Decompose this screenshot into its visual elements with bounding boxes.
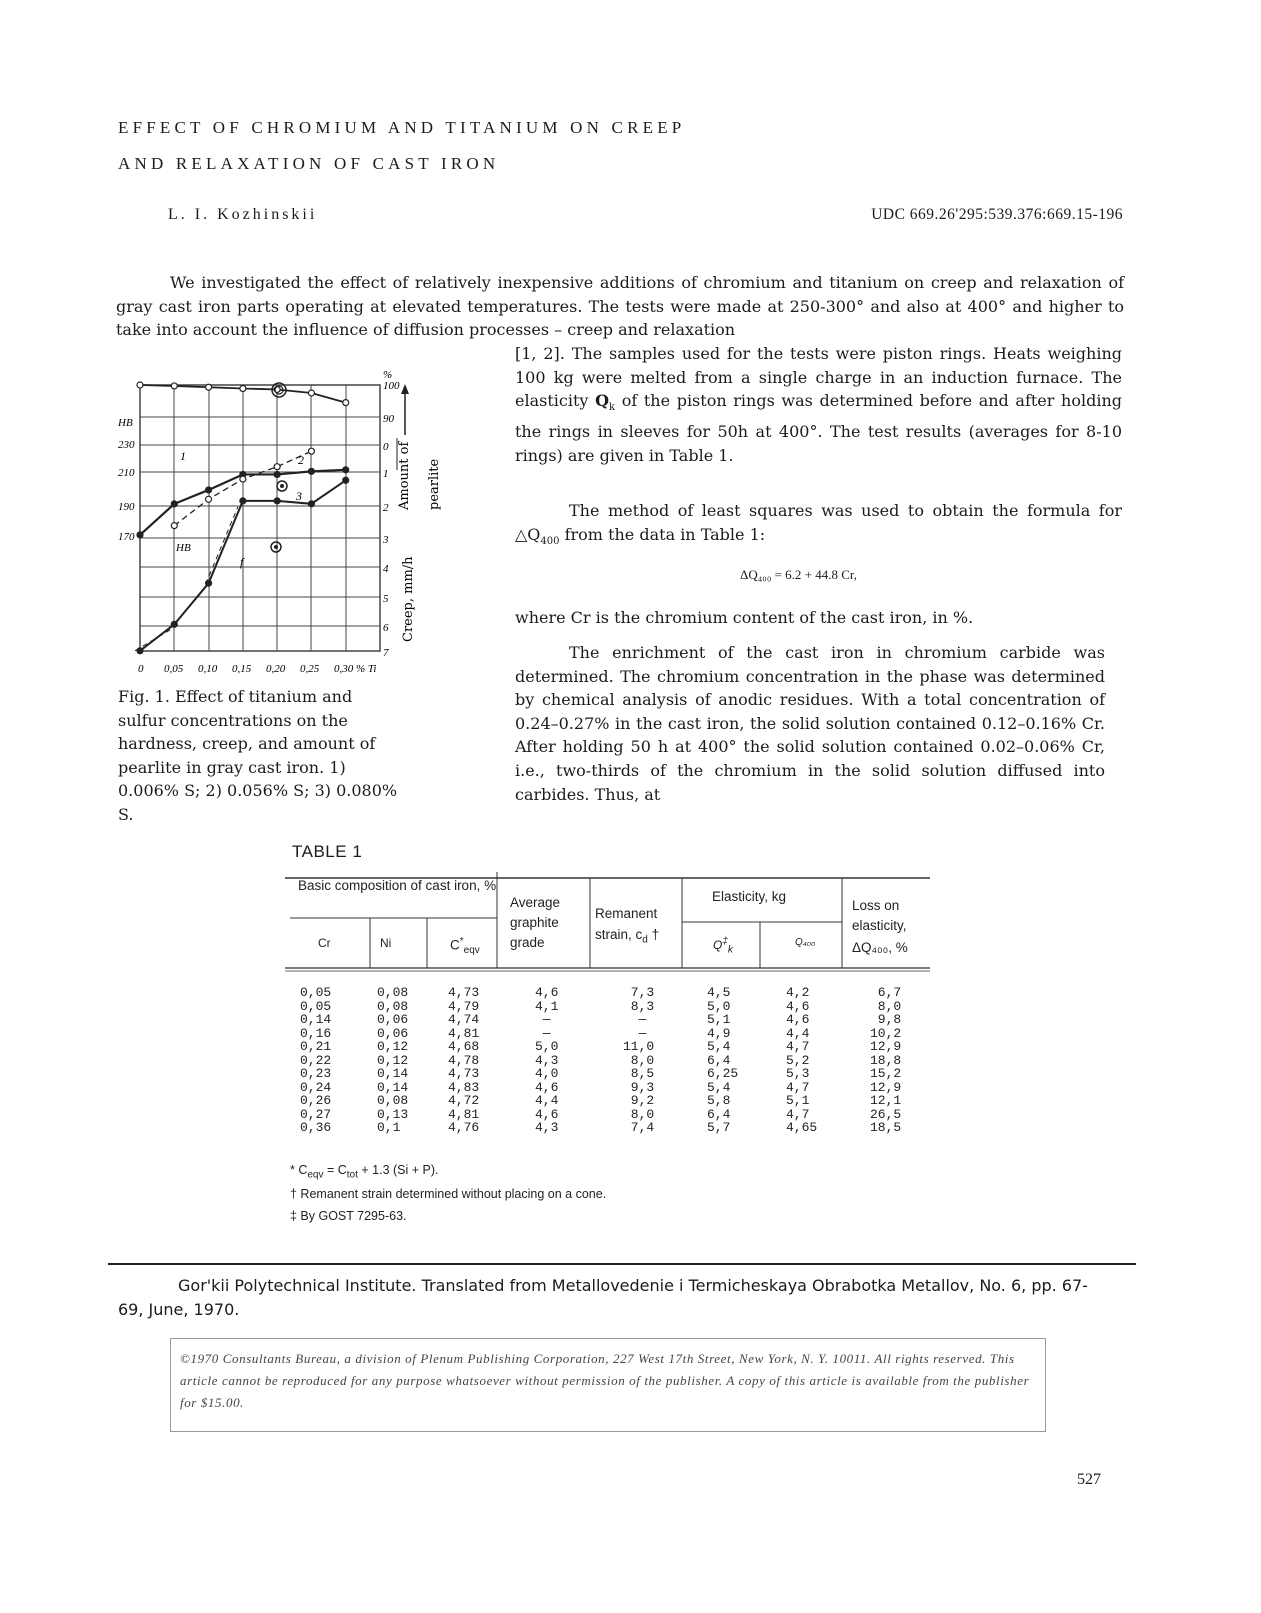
pearlite-axis-label-2: pearlite xyxy=(427,458,442,510)
data-point-s3-p6 xyxy=(343,477,349,483)
x-tick-020: 0,20 xyxy=(266,663,286,675)
right-col-text-1a: [1, 2]. The samples used for the tests were piston rings. Heats weighing 100 kg were melted from a single charge in an induction furnace. The elasticity xyxy=(515,344,1122,411)
hb-tick-190: 190 xyxy=(118,501,135,513)
header-ceqv-mark: * xyxy=(459,936,464,947)
header-ceqv xyxy=(450,932,480,961)
data-point-s1-p6 xyxy=(343,467,349,473)
header-basic-composition: Basic composition of cast iron, % xyxy=(298,878,497,893)
data-point-s1-p5 xyxy=(308,468,314,474)
curve-label-3: 3 xyxy=(296,489,302,503)
data-point-s3-p3 xyxy=(240,498,246,504)
dq-symbol: △Q xyxy=(515,524,541,544)
right-column-text-1 xyxy=(515,342,1122,467)
copyright-text: ©1970 Consultants Bureau, a division of Plenum Publishing Corporation, 227 West 17th Street, New York, N. Y. 10011. All rights reserved. This article cannot be reproduced for any purpose whatsoever without permission of the publisher. A copy of this article is available from the publisher for $15.00. xyxy=(180,1351,1030,1410)
affiliation-text: Gor'kii Polytechnical Institute. Translated from Metallovedenie i Termicheskaya Obrabotka Metallov, No. 6, pp. 67-69, June, 1970. xyxy=(118,1276,1088,1319)
footnote-1-c: + 1.3 (Si + P). xyxy=(357,1163,439,1177)
curve-label-f: f xyxy=(240,555,244,569)
affiliation-rule xyxy=(108,1263,1136,1265)
right-tick-3: 3 xyxy=(383,534,389,546)
right-tick-100: 100 xyxy=(383,380,400,392)
table-column-q400: 4,2 4,6 4,6 4,4 4,7 5,2 5,3 4,7 5,1 4,7 4,65 xyxy=(786,985,818,1135)
intro-text: We investigated the effect of relatively inexpensive additions of chromium and titanium on creep and relaxation of gray cast iron parts operating at elevated temperatures. The tests were made at 250-300° and also at 400° and higher to take into account the influence of diffusion processes – creep and relaxation xyxy=(116,273,1124,340)
table-column-ni: 0,08 0,08 0,06 0,06 0,12 0,12 0,14 0,14 0,08 0,13 0,1 xyxy=(377,985,409,1135)
right-tick-7: 7 xyxy=(383,647,389,659)
data-point-s2-p0 xyxy=(171,523,177,529)
right-axis-unit: % xyxy=(383,369,393,381)
data-point-s0-p0 xyxy=(137,382,143,388)
right-column-text-4 xyxy=(515,641,1105,806)
creep-dashed-line xyxy=(135,507,238,651)
table-column-graphite: 4,6 4,1 — — 5,0 4,3 4,0 4,6 4,4 4,6 4,3 xyxy=(535,985,559,1135)
right-col-text-4: The enrichment of the cast iron in chromium carbide was determined. The chromium concentration in the phase was determined by chemical analysis of anodic residues. With a total concentration of 0.24–0.27% in the cast iron, the solid solution contained 0.12–0.16% Cr. After holding 50 h at 400° the solid solution contained 0.02–0.06% Cr, i.e., two-thirds of the chromium in the solid solution diffused into carbides. Thus, at xyxy=(515,643,1105,804)
figure-grid xyxy=(140,385,380,651)
circle-marker-3-dot xyxy=(274,545,278,549)
right-col-text-2b: from the data in Table 1: xyxy=(559,524,766,544)
header-loss-1: Loss on xyxy=(852,898,900,913)
intro-paragraph xyxy=(116,271,1124,342)
table-column-loss: 6,7 8,0 9,8 10,2 12,9 18,8 15,2 12,9 12,1 26,5 18,5 xyxy=(870,985,902,1135)
creep-axis-label: Creep, mm/h xyxy=(401,556,416,642)
header-qk-sub: k xyxy=(727,944,733,956)
article-title-line-1: EFFECT OF CHROMIUM AND TITANIUM ON CREEP xyxy=(118,118,686,137)
right-tick-6: 6 xyxy=(383,622,389,634)
data-point-s2-p4 xyxy=(308,448,314,454)
data-point-s2-p1 xyxy=(206,496,212,502)
header-cr: Cr xyxy=(318,936,331,950)
footnote-1-sub2: tot xyxy=(346,1169,358,1181)
qk-symbol: Q xyxy=(595,391,609,411)
figure-1-chart xyxy=(108,360,468,680)
qk-sub: k xyxy=(609,402,616,414)
header-remanent-2 xyxy=(595,925,659,951)
data-point-s0-p2 xyxy=(206,384,212,390)
header-remanent-text: strain, c xyxy=(595,927,643,942)
header-qk-mark: ‡ xyxy=(722,936,728,947)
right-tick-0: 0 xyxy=(383,441,389,453)
header-qk-symbol: Q xyxy=(713,938,723,952)
header-ni: Ni xyxy=(380,936,392,950)
header-remanent-1: Remanent xyxy=(595,906,658,921)
header-elasticity: Elasticity, kg xyxy=(712,889,787,904)
table-footnote-1 xyxy=(290,1163,439,1181)
x-tick-030: 0,30 xyxy=(334,663,354,675)
article-title-line-2: AND RELAXATION OF CAST IRON xyxy=(118,154,500,173)
right-column-text-2 xyxy=(515,499,1122,553)
x-tick-010: 0,10 xyxy=(198,663,218,675)
x-tick-025: 0,25 xyxy=(300,663,320,675)
data-point-s1-p0 xyxy=(137,532,143,538)
pearlite-axis-label-1: Amount of xyxy=(397,441,412,510)
right-col-text-1b: of the piston rings was determined before and after holding the rings in sleeves for 50h at 400°. The test results (averages for 8-10 rings) are given in Table 1. xyxy=(515,391,1122,465)
table-column-ceqv: 4,73 4,79 4,74 4,81 4,68 4,78 4,73 4,83 4,72 4,81 4,76 xyxy=(448,985,480,1135)
data-point-s1-p2 xyxy=(206,487,212,493)
data-point-s1-p4 xyxy=(274,471,280,477)
data-point-s0-p3 xyxy=(240,386,246,392)
footnote-1-sub1: eqv xyxy=(307,1169,324,1181)
data-point-s2-p2 xyxy=(240,476,246,482)
header-graphite: Average graphite grade xyxy=(510,895,561,950)
data-point-s2-p3 xyxy=(274,464,280,470)
data-point-s0-p1 xyxy=(171,383,177,389)
table-footnote-2: † Remanent strain determined without placing on a cone. xyxy=(290,1187,607,1201)
table-footnote-3: ‡ By GOST 7295-63. xyxy=(290,1209,407,1223)
x-tick-005: 0,05 xyxy=(164,663,184,675)
data-point-s1-p1 xyxy=(171,501,177,507)
table-column-cr: 0,05 0,05 0,14 0,16 0,21 0,22 0,23 0,24 0,26 0,27 0,36 xyxy=(300,985,332,1135)
hb-axis-label: HB xyxy=(118,417,133,429)
table-column-qk: 4,5 5,0 5,1 4,9 5,4 6,4 6,25 5,4 5,8 6,4 5,7 xyxy=(707,985,739,1135)
right-tick-90: 90 xyxy=(383,413,394,425)
udc-code: UDC 669.26'295:539.376:669.15-196 xyxy=(871,206,1123,223)
page-number: 527 xyxy=(1077,1471,1101,1488)
data-point-s0-p5 xyxy=(308,390,314,396)
header-q400: Q₄₀₀ xyxy=(795,937,816,948)
table-title: TABLE 1 xyxy=(292,842,363,861)
right-column-text-3 xyxy=(515,606,1122,630)
up-arrowhead-icon xyxy=(401,384,409,394)
author: L. I. Kozhinskii xyxy=(168,206,318,223)
hb-tick-210: 210 xyxy=(118,467,135,479)
header-loss-3: ΔQ₄₀₀, % xyxy=(852,940,908,955)
x-tick-015: 0,15 xyxy=(232,663,252,675)
header-remanent-mark: † xyxy=(651,927,660,942)
dq-sub: 400 xyxy=(540,535,560,547)
data-point-s0-p6 xyxy=(343,400,349,406)
right-tick-2: 2 xyxy=(383,502,389,514)
header-loss-2: elasticity, xyxy=(852,918,907,933)
data-point-s3-p4 xyxy=(274,498,280,504)
header-remanent-sub: d xyxy=(642,934,648,946)
x-tick-0: 0 xyxy=(138,663,144,675)
curve-label-hb: HB xyxy=(176,542,191,554)
right-col-text-3: where Cr is the chromium content of the cast iron, in %. xyxy=(515,608,974,627)
curve-label-2: 2 xyxy=(298,453,304,467)
hb-tick-170: 170 xyxy=(118,531,135,543)
header-qk xyxy=(713,932,733,960)
header-ceqv-sub: eqv xyxy=(463,945,480,957)
right-col-text-2a: The method of least squares was used to obtain the formula for xyxy=(569,501,1122,520)
table-column-remanent: 7,3 8,3 — — 11,0 8,0 8,5 9,3 9,2 8,0 7,4 xyxy=(623,985,655,1135)
right-tick-4: 4 xyxy=(383,563,389,575)
figure-caption: Fig. 1. Effect of titanium and sulfur concentrations on the hardness, creep, and amount of pearlite in gray cast iron. 1) 0.006% S; 2) 0.056% S; 3) 0.080% S. xyxy=(118,687,398,824)
footnote-1-b: = C xyxy=(323,1163,347,1177)
header-ceqv-symbol: C xyxy=(450,937,460,953)
figure-curves xyxy=(135,382,349,654)
right-tick-1: 1 xyxy=(383,468,389,480)
data-point-s3-p5 xyxy=(308,501,314,507)
hb-tick-230: 230 xyxy=(118,439,135,451)
formula: ΔQ₄₀₀ = 6.2 + 44.8 Cr, xyxy=(740,567,857,582)
footnote-1-a: * C xyxy=(290,1163,308,1177)
right-tick-5: 5 xyxy=(383,593,389,605)
x-unit: % Ti xyxy=(356,663,377,675)
circle-marker-2-dot xyxy=(280,484,284,488)
curve-label-1: 1 xyxy=(180,449,186,463)
